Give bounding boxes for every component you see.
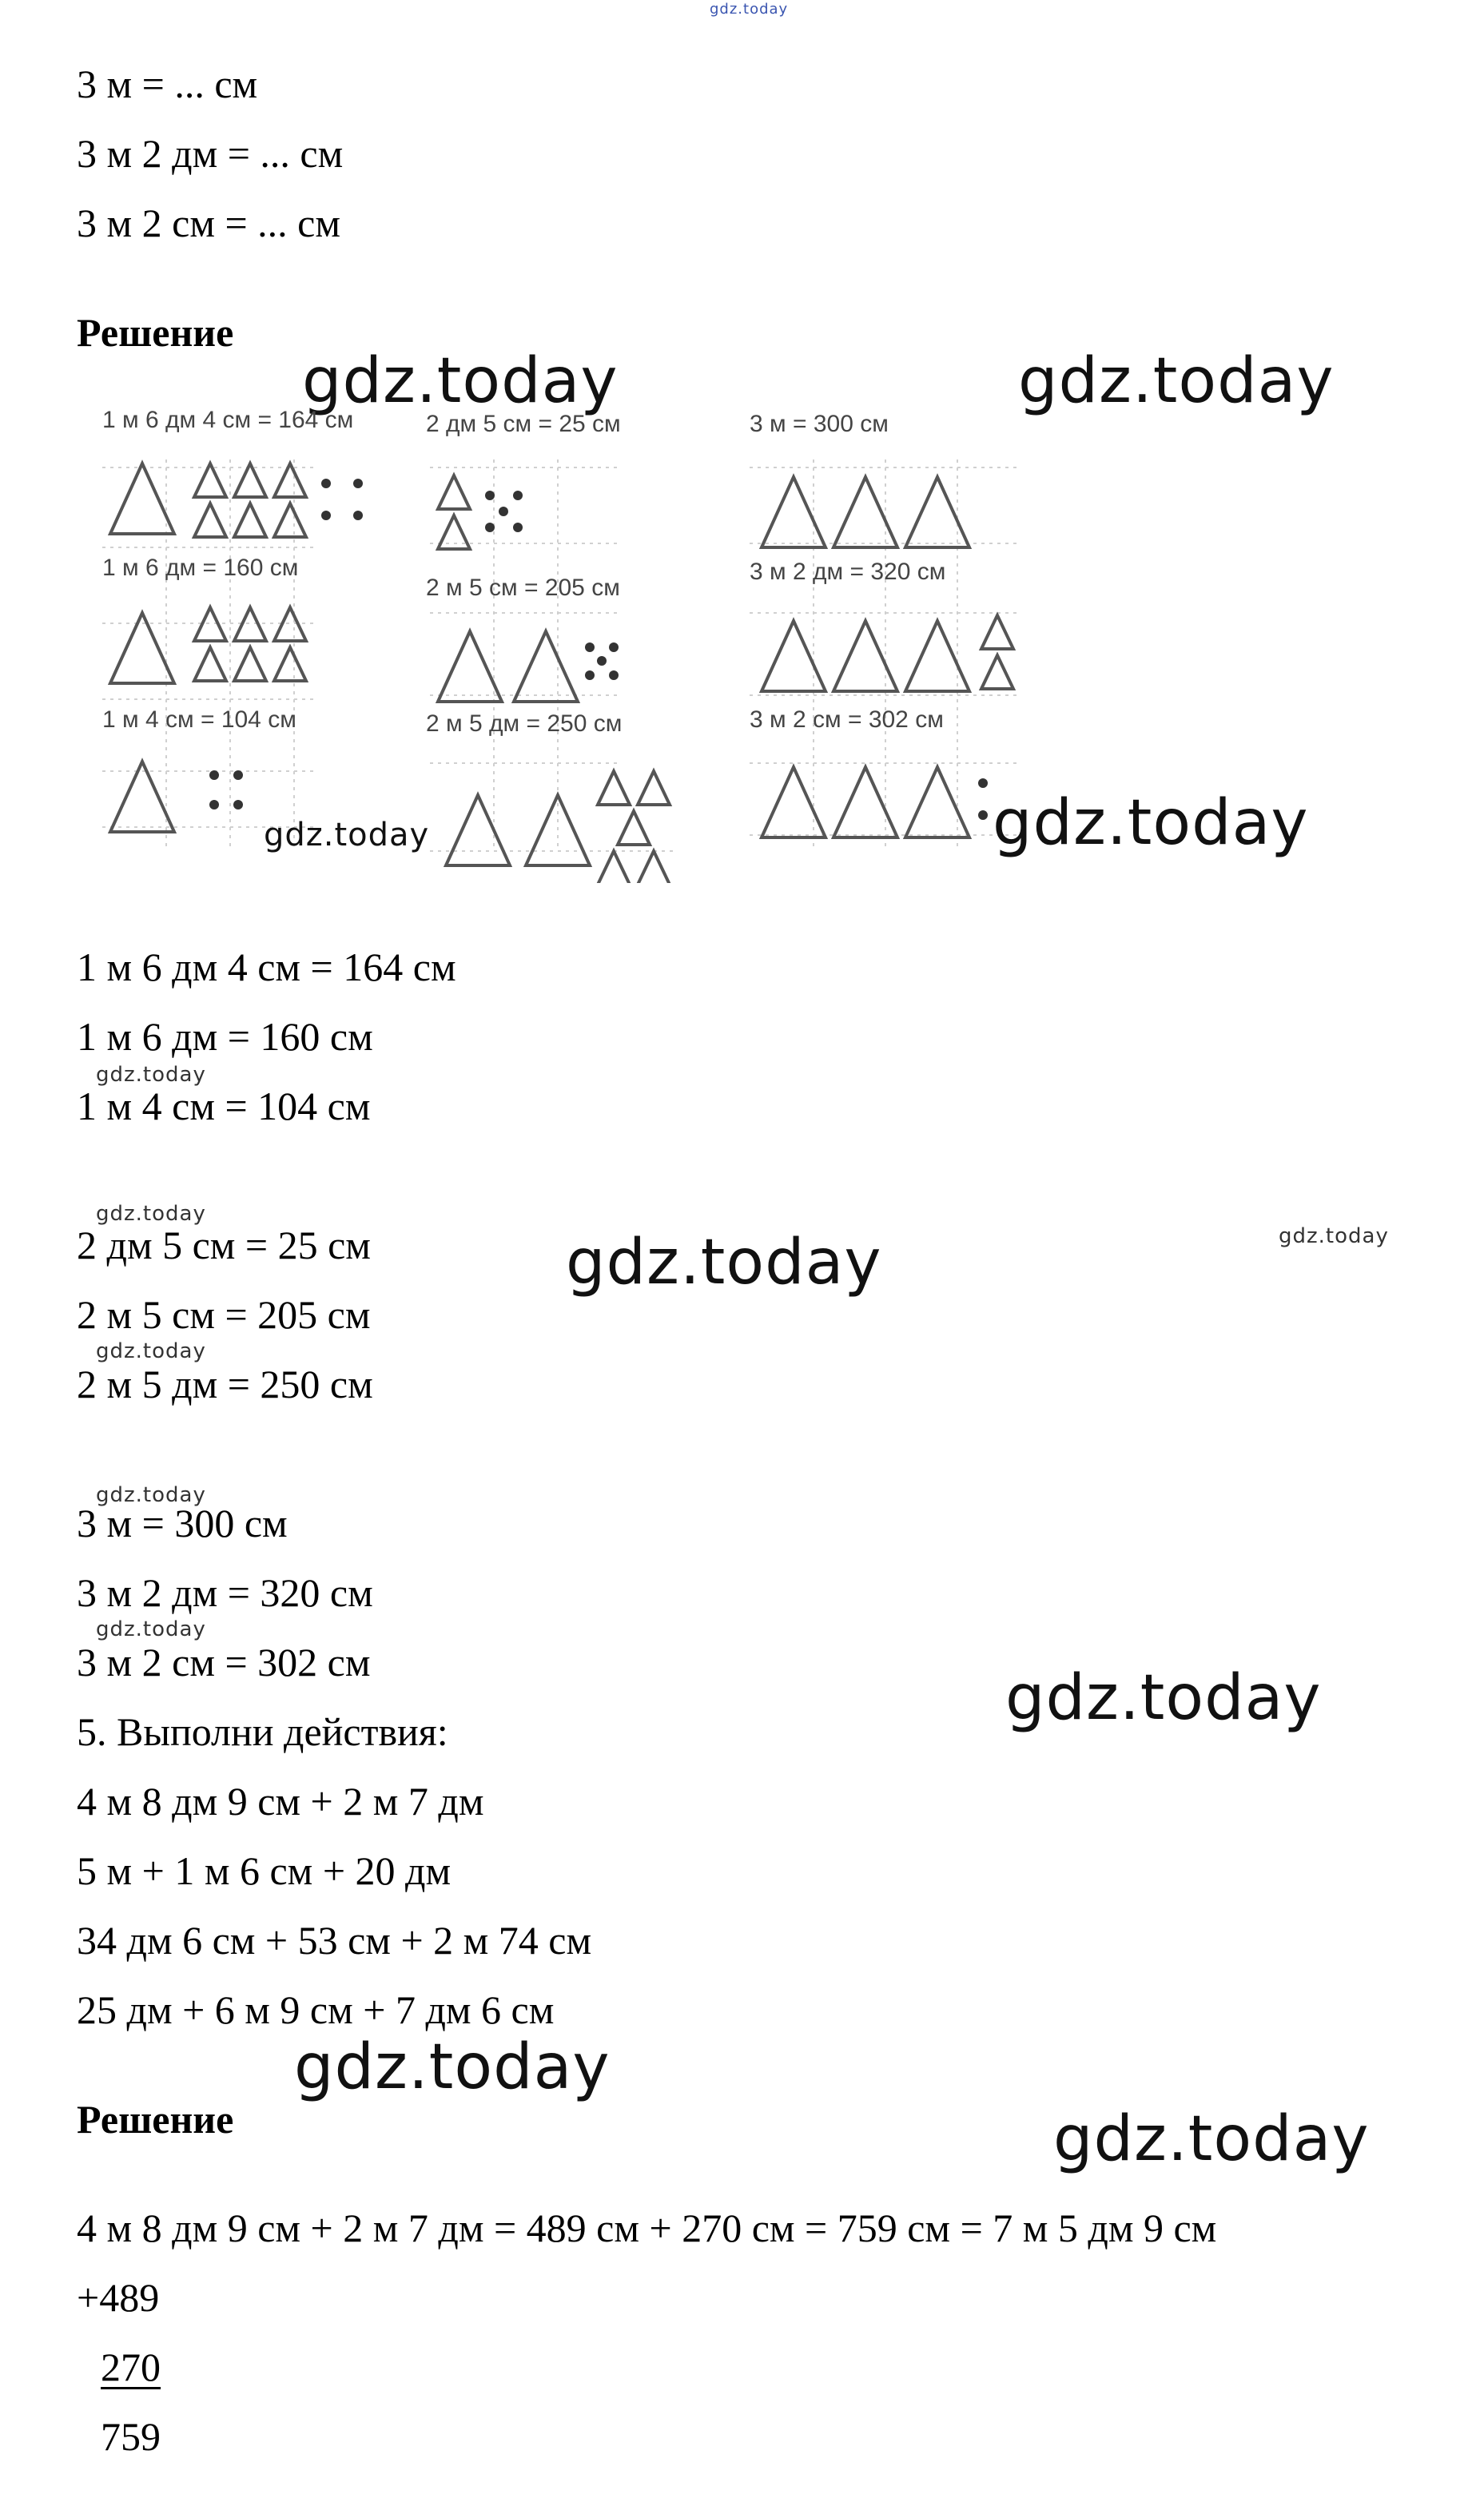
task-line-1: 3 м = ... см — [77, 62, 258, 106]
fig-label-4: 2 дм 5 см = 25 см — [426, 411, 621, 437]
triangle-51 — [981, 615, 1013, 649]
dot-29 — [485, 523, 495, 532]
triangle-44 — [638, 851, 670, 883]
dot-36 — [585, 670, 595, 680]
watermark-4: gdz.today — [993, 787, 1309, 859]
triangle-50 — [905, 621, 969, 691]
triangle-2 — [194, 463, 226, 497]
dot-9 — [353, 479, 363, 488]
task5-line-2: 5 м + 1 м 6 см + 20 дм — [77, 1848, 452, 1893]
triangle-43 — [598, 851, 630, 883]
triangle-3 — [234, 463, 266, 497]
dot-11 — [353, 511, 363, 520]
solution2-heading: Решение — [77, 2097, 234, 2142]
task5-line-4: 25 дм + 6 м 9 см + 7 дм 6 см — [77, 1987, 555, 2032]
fig-shapes — [110, 463, 1013, 883]
dot-22 — [209, 800, 219, 809]
dot-27 — [513, 491, 523, 500]
watermark-14: gdz.today — [1053, 2103, 1370, 2175]
triangle-42 — [618, 811, 650, 845]
triangle-4 — [274, 463, 306, 497]
watermark-6: gdz.today — [96, 1202, 206, 1226]
triangle-49 — [834, 621, 897, 691]
triangle-18 — [274, 647, 306, 681]
triangle-5 — [194, 503, 226, 537]
triangle-48 — [762, 621, 826, 691]
dot-33 — [585, 642, 595, 652]
triangle-53 — [762, 767, 826, 837]
dot-56 — [978, 778, 988, 788]
watermark-top: gdz.today — [710, 1, 789, 18]
answer-1-3: 1 м 4 см = 104 см — [77, 1084, 371, 1128]
dot-23 — [233, 800, 243, 809]
fig-label-1: 1 м 6 дм 4 см = 164 см — [102, 407, 354, 433]
task5-line-1: 4 м 8 дм 9 см + 2 м 7 дм — [77, 1779, 484, 1824]
task-line-2: 3 м 2 дм = ... см — [77, 131, 344, 176]
watermark-8: gdz.today — [1279, 1224, 1389, 1248]
watermark-11: gdz.today — [96, 1617, 206, 1641]
watermark-5: gdz.today — [96, 1063, 206, 1087]
dot-10 — [321, 511, 331, 520]
triangle-54 — [834, 767, 897, 837]
answer-3-1: 3 м = 300 см — [77, 1501, 288, 1545]
triangle-40 — [598, 771, 630, 805]
task-line-3: 3 м 2 см = ... см — [77, 201, 341, 245]
triangles-figure — [94, 404, 1045, 883]
triangle-24 — [438, 475, 470, 509]
triangle-41 — [638, 771, 670, 805]
triangle-38 — [446, 795, 510, 865]
triangle-46 — [834, 477, 897, 547]
dot-20 — [209, 770, 219, 780]
triangle-32 — [514, 631, 578, 702]
column-addend-2: 270 — [101, 2345, 161, 2389]
fig-label-3: 1 м 4 см = 104 см — [102, 706, 296, 733]
answer-3-3: 3 м 2 см = 302 см — [77, 1640, 371, 1685]
dot-26 — [485, 491, 495, 500]
fig-label-9: 3 м 2 см = 302 см — [750, 706, 944, 733]
triangle-7 — [274, 503, 306, 537]
fig-label-8: 3 м 2 дм = 320 см — [750, 559, 946, 585]
triangle-47 — [905, 477, 969, 547]
task5-line-3: 34 дм 6 см + 53 см + 2 м 74 см — [77, 1918, 592, 1963]
watermark-12: gdz.today — [1005, 1662, 1322, 1734]
fig-label-7: 3 м = 300 см — [750, 411, 889, 437]
watermark-9: gdz.today — [96, 1339, 206, 1363]
dot-28 — [499, 507, 508, 516]
triangle-45 — [762, 477, 826, 547]
triangle-16 — [194, 647, 226, 681]
fig-label-6: 2 м 5 дм = 250 см — [426, 710, 623, 737]
dot-57 — [978, 810, 988, 820]
task5-title: 5. Выполни действия: — [77, 1709, 448, 1754]
fig-label-2: 1 м 6 дм = 160 см — [102, 555, 299, 581]
watermark-1: gdz.today — [302, 345, 619, 417]
fig-label-5: 2 м 5 см = 205 см — [426, 575, 620, 601]
answer-1-2: 1 м 6 дм = 160 см — [77, 1014, 373, 1059]
solution-heading: Решение — [77, 310, 234, 355]
column-addend-1: +489 — [77, 2275, 160, 2320]
answer-2-3: 2 м 5 дм = 250 см — [77, 1362, 373, 1406]
watermark-13: gdz.today — [294, 2031, 611, 2103]
dot-21 — [233, 770, 243, 780]
answer-3-2: 3 м 2 дм = 320 см — [77, 1570, 373, 1615]
watermark-2: gdz.today — [1018, 345, 1335, 417]
dot-30 — [513, 523, 523, 532]
column-sum: 759 — [101, 2414, 161, 2459]
triangle-1 — [110, 463, 174, 534]
triangle-19 — [110, 762, 174, 832]
dot-35 — [597, 656, 607, 666]
answer-2-2: 2 м 5 см = 205 см — [77, 1292, 371, 1337]
dot-8 — [321, 479, 331, 488]
triangle-52 — [981, 655, 1013, 689]
dot-34 — [609, 642, 619, 652]
triangle-55 — [905, 767, 969, 837]
watermark-7: gdz.today — [566, 1227, 882, 1299]
answer-1-1: 1 м 6 дм 4 см = 164 см — [77, 945, 456, 989]
watermark-3: gdz.today — [264, 817, 430, 853]
triangle-6 — [234, 503, 266, 537]
watermark-10: gdz.today — [96, 1483, 206, 1507]
triangle-17 — [234, 647, 266, 681]
triangle-31 — [438, 631, 502, 702]
dot-37 — [609, 670, 619, 680]
answer-2-1: 2 дм 5 см = 25 см — [77, 1223, 371, 1267]
solution2-result-line: 4 м 8 дм 9 см + 2 м 7 дм = 489 см + 270 см = 759 см = 7 м 5 дм 9 см — [77, 2206, 1217, 2250]
